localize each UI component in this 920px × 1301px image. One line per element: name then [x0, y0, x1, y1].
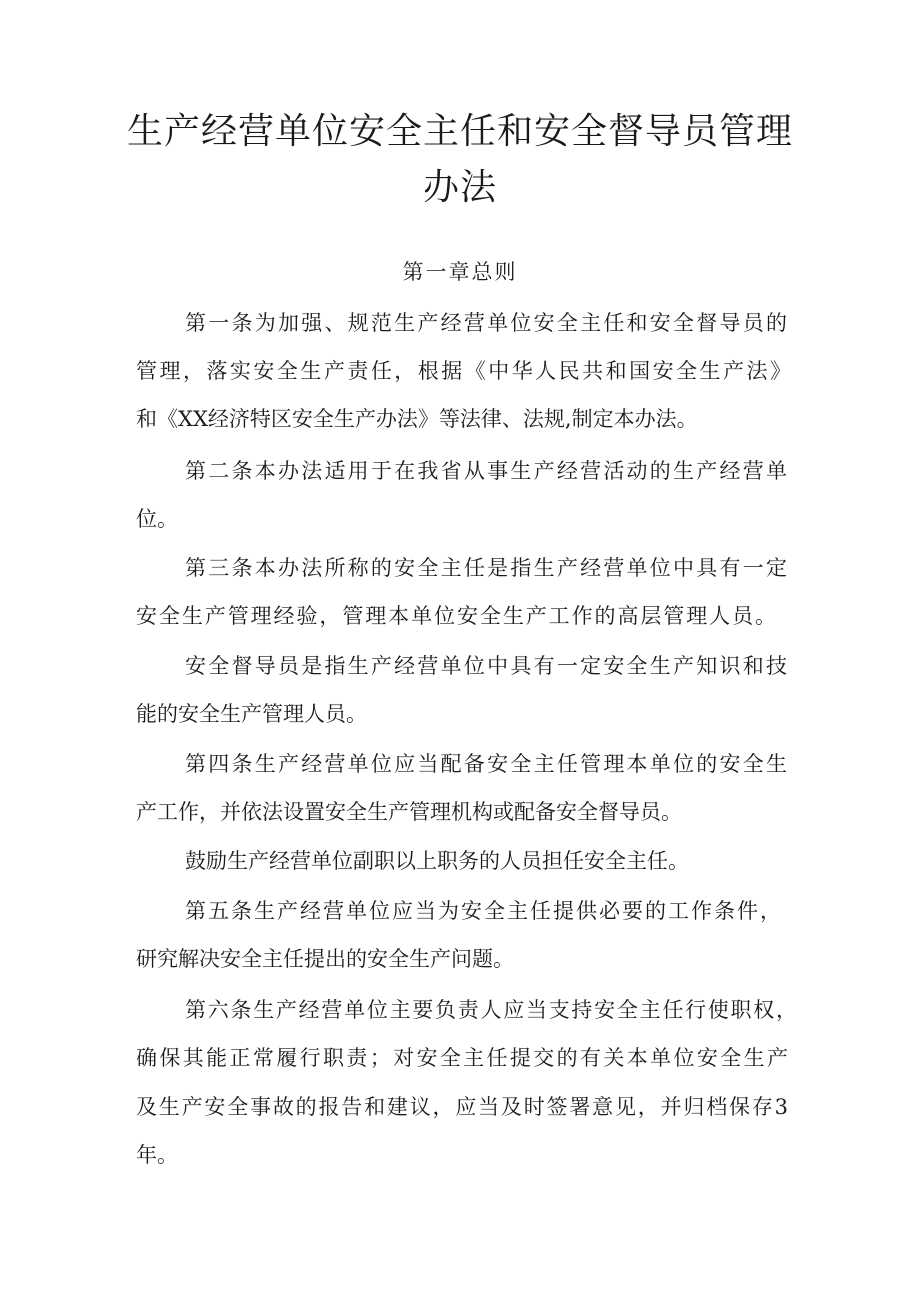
article-3-line-2: 安全生产管理经验，管理本单位安全生产工作的高层管理人员。 [136, 604, 776, 628]
document-title-line2: 办法 [422, 167, 497, 208]
article-3b-line-1: 安全督导员是指生产经营单位中具有一定安全生产知识和技 [185, 654, 787, 678]
article-2-line-2: 位。 [136, 507, 178, 531]
article-1-line-2: 管理，落实安全生产责任，根据《中华人民共和国安全生产法》 [136, 359, 791, 383]
article-6-line-3: 及生产安全事故的报告和建议，应当及时签署意见，并归档保存3 [136, 1095, 788, 1119]
article-6-line-2: 确保其能正常履行职责；对安全主任提交的有关本单位安全生产 [136, 1046, 788, 1070]
article-6-line-4: 年。 [136, 1143, 178, 1167]
article-6-line-1: 第六条生产经营单位主要负责人应当支持安全主任行使职权， [185, 998, 797, 1022]
article-4-line-1: 第四条生产经营单位应当配备安全主任管理本单位的安全生 [185, 752, 787, 776]
article-5-line-1: 第五条生产经营单位应当为安全主任提供必要的工作条件， [185, 899, 781, 923]
article-1-line-1: 第一条为加强、规范生产经营单位安全主任和安全督导员的 [185, 311, 787, 335]
document-title-line1: 生产经营单位安全主任和安全督导员管理 [126, 111, 793, 152]
article-1-line-3: 和《XX经济特区安全生产办法》等法律、法规,制定本办法。 [136, 407, 698, 431]
chapter-heading: 第一章总则 [402, 260, 518, 284]
article-4b-line-1: 鼓励生产经营单位副职以上职务的人员担任安全主任。 [185, 849, 689, 873]
article-3b-line-2: 能的安全生产管理人员。 [136, 702, 367, 726]
article-2-line-1: 第二条本办法适用于在我省从事生产经营活动的生产经营单 [185, 459, 787, 483]
article-3-line-1: 第三条本办法所称的安全主任是指生产经营单位中具有一定 [185, 556, 787, 580]
article-5-line-2: 研究解决安全主任提出的安全生产问题。 [136, 947, 514, 971]
article-4-line-2: 产工作，并依法设置安全生产管理机构或配备安全督导员。 [136, 800, 682, 824]
